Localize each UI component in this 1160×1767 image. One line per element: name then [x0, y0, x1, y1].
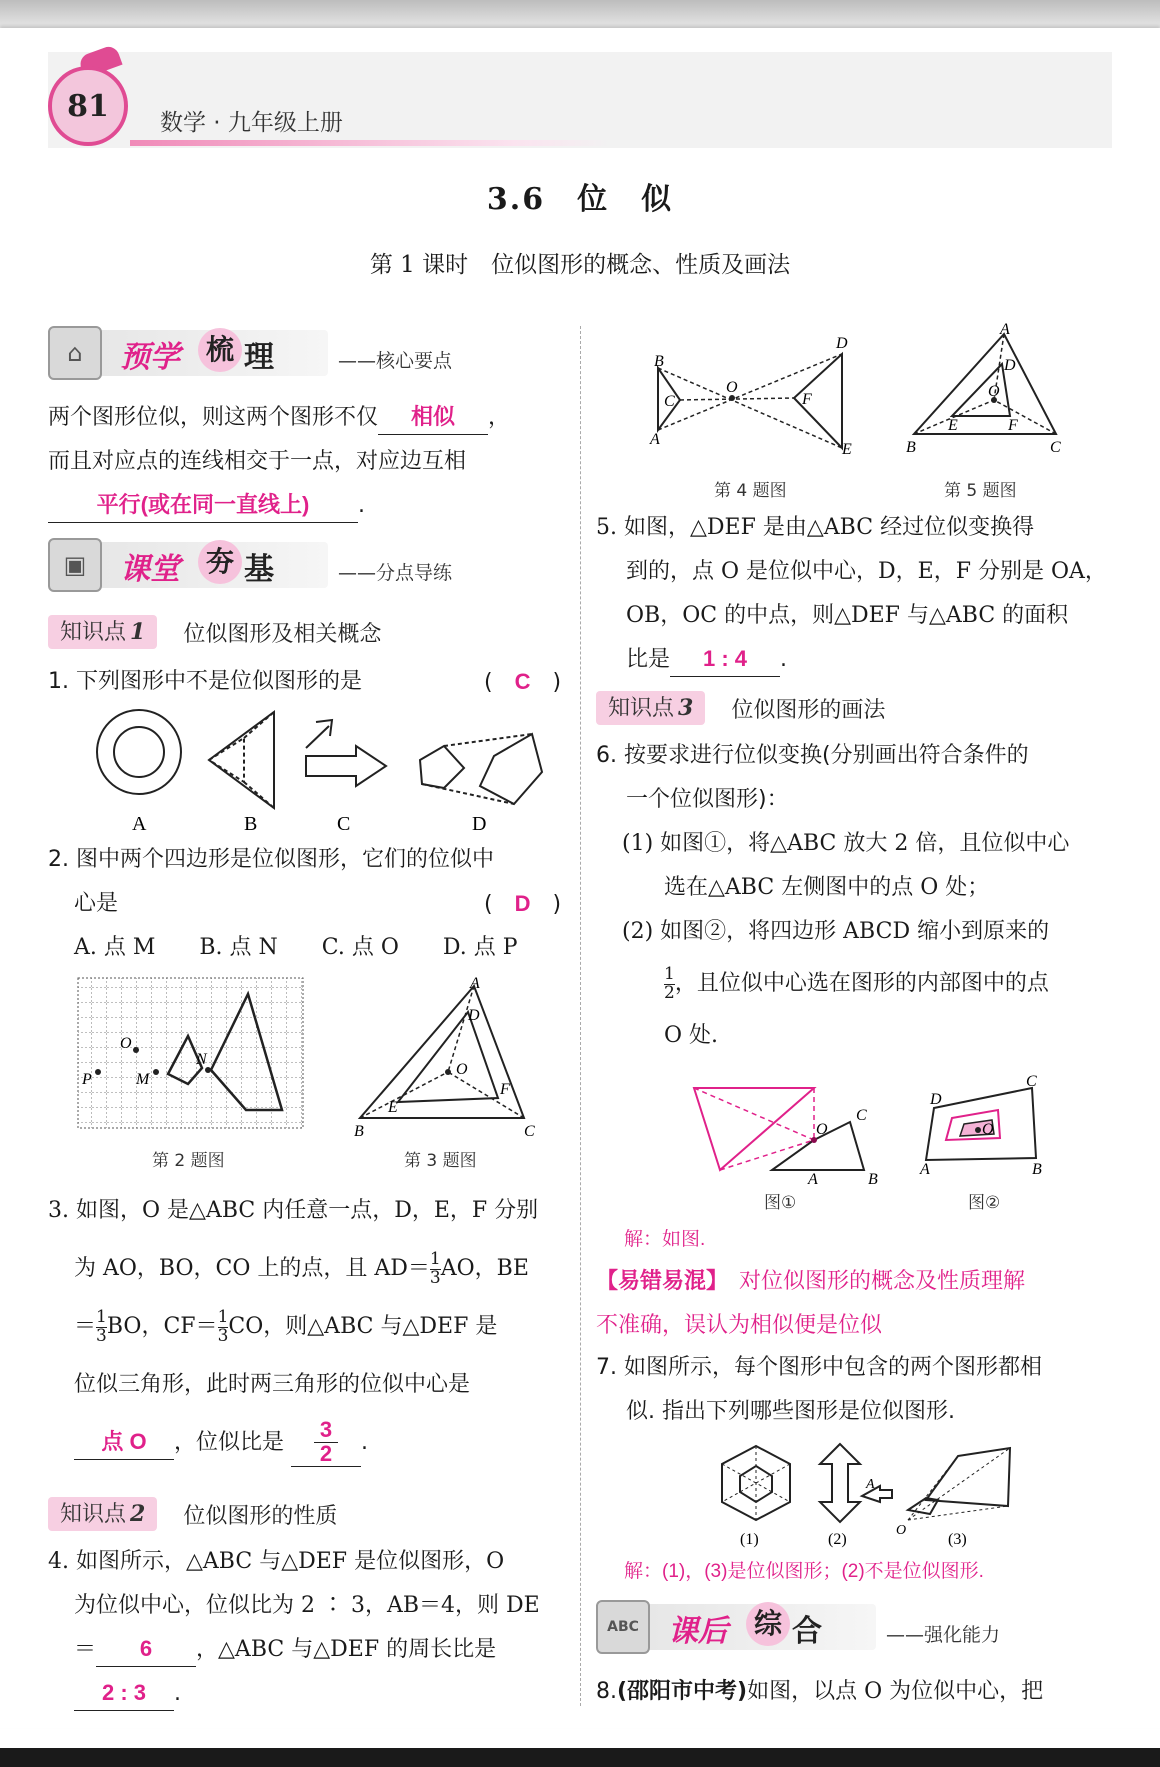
figure-3-quadrilaterals: [908, 1448, 1010, 1520]
label-a: A: [1000, 321, 1010, 338]
svg-text:A: A: [470, 975, 480, 992]
part-1-line-1: (1) 如图①，将△ABC 放大 2 倍，且位似中心: [622, 831, 1070, 856]
banner-char: 基: [244, 552, 274, 587]
header-underline: [130, 140, 610, 146]
figure-d-pentagons: [420, 734, 542, 804]
caption-fig1: 图①: [764, 1193, 797, 1213]
answer-ratio: [291, 1419, 361, 1467]
question-text: 5. 如图，△DEF 是由△ABC 经过位似变换得: [596, 515, 1035, 540]
numerator: 1: [429, 1248, 441, 1269]
label-f: F: [802, 391, 812, 408]
numerator: 3: [319, 1417, 333, 1442]
caption-2: (2): [828, 1531, 847, 1548]
answer-area-ratio: 1 : 4: [670, 642, 780, 677]
label-n: N: [196, 1051, 207, 1068]
banner-circle-char: 梳: [198, 328, 242, 372]
question-text: 2. 图中两个四边形是位似图形，它们的位似中: [48, 847, 494, 872]
banner-subtitle: ——分点导练: [338, 562, 453, 584]
text: .: [174, 1681, 181, 1706]
text: .: [361, 1430, 369, 1455]
preview-text: [48, 396, 568, 528]
text: 为 AO，BO，CO 上的点，且 AD＝: [74, 1256, 430, 1281]
question-5: [596, 506, 1116, 682]
text: ＝: [74, 1637, 97, 1662]
question-text: 如图，以点 O 为位似中心，把: [747, 1679, 1044, 1704]
kp-label: 知识点: [60, 1502, 127, 1527]
banner-char: 合: [792, 1614, 822, 1649]
label-m: M: [136, 1071, 150, 1088]
answer-center: 点 O: [74, 1425, 174, 1460]
text: ，△ABC 与△DEF 的周长比是: [196, 1637, 497, 1662]
caption-q2: 第 2 题图: [152, 1151, 225, 1171]
label-e: E: [842, 441, 852, 458]
question-text-3: [48, 1628, 568, 1672]
lesson-title: 第 1 课时 位似图形的概念、性质及画法: [369, 252, 791, 278]
label-o: O: [120, 1035, 132, 1052]
answer: D: [514, 891, 531, 916]
banner-circle-char: 夯: [198, 540, 242, 584]
book-icon: ABC: [596, 1600, 650, 1654]
question-text: 1. 下列图形中不是位似图形的是: [48, 669, 362, 694]
question-text: 7. 如图所示，每个图形中包含的两个图形都相: [596, 1355, 1042, 1380]
fraction-one-half: [664, 963, 675, 1003]
numerator: 1: [664, 963, 675, 984]
text: ，且位似中心选在图形的内部图中的点: [674, 971, 1049, 996]
banner-word: 预学: [120, 340, 180, 375]
question-text-2: 一个位似图形)：: [626, 787, 789, 812]
denominator: 2: [664, 982, 675, 1003]
svg-text:B: B: [354, 1123, 364, 1140]
kp-label: 知识点: [608, 696, 675, 721]
label-b: B: [906, 439, 916, 456]
school-icon: ⌂: [48, 326, 102, 380]
backpack-icon: ▣: [48, 538, 102, 592]
question-text: 4. 如图所示，△ABC 与△DEF 是位似图形，O: [48, 1549, 505, 1574]
knowledge-point-3: [596, 690, 885, 726]
label-c: C: [1050, 439, 1061, 456]
mistake-line-2: 不准确，误认为相似便是位似: [596, 1313, 883, 1338]
fraction-one-third: [429, 1248, 441, 1288]
banner-word: 课堂: [120, 552, 180, 587]
figure-c-arrows: [306, 720, 386, 786]
text: AO，BE: [440, 1256, 529, 1281]
kp-number: 3: [678, 695, 694, 721]
q1-figures: [84, 708, 544, 836]
question-number: 8.: [596, 1679, 617, 1704]
text: ，位似比是: [174, 1430, 285, 1455]
section-title: 3.6 位 似: [486, 182, 674, 217]
label-d: D: [836, 335, 848, 352]
label-a: A: [866, 1477, 875, 1492]
q6-figure-1: [690, 1078, 880, 1188]
text: .: [358, 493, 365, 518]
figure-a-rings: [97, 710, 181, 794]
svg-text:C: C: [524, 1123, 535, 1140]
denominator: 3: [217, 1325, 229, 1346]
kp-name: 位似图形及相关概念: [183, 621, 382, 647]
preview-line-2: 而且对应点的连线相交于一点，对应边互相: [48, 449, 467, 474]
q2-grid-figure: [76, 972, 306, 1136]
question-3: [48, 1182, 568, 1472]
preview-banner: [48, 326, 453, 380]
svg-text:F: F: [500, 1081, 510, 1098]
question-text-2: [48, 882, 568, 926]
after-class-banner: [596, 1600, 1001, 1654]
option-c-label: C: [337, 813, 351, 835]
preview-line-3: [48, 484, 568, 528]
text: 心是: [74, 891, 119, 916]
text: 对位似图形的概念及性质理解: [739, 1269, 1026, 1294]
banner-circle-char: 综: [746, 1602, 790, 1646]
label-o: O: [816, 1121, 828, 1138]
question-6: [596, 734, 1116, 1058]
caption-q3: 第 3 题图: [404, 1151, 477, 1171]
kp-tag: [48, 1497, 157, 1531]
text: .: [780, 647, 788, 672]
label-b: B: [654, 353, 664, 370]
answer-blank: 相似: [378, 400, 488, 435]
label-d: D: [930, 1091, 942, 1108]
text: 比是: [626, 647, 671, 672]
label-o: O: [896, 1523, 907, 1538]
caption-1: (1): [740, 1531, 759, 1548]
label-a: A: [808, 1171, 818, 1188]
question-text-3: [48, 1298, 568, 1356]
question-text-2: 为位似中心，位似比为 2 ∶ 3，AB＝4，则 DE: [74, 1593, 540, 1618]
figure-1-hexagons: [722, 1446, 790, 1520]
text: ＝: [74, 1314, 97, 1339]
kp-number: 2: [130, 1501, 146, 1527]
banner-char: 理: [244, 340, 274, 375]
page-number-badge: [48, 66, 128, 146]
question-text-2: 到的，点 O 是位似中心，D，E，F 分别是 OA，: [626, 559, 1107, 584]
question-text: 6. 按要求进行位似变换(分别画出符合条件的: [596, 743, 1029, 768]
answer-bracket: ( C ): [484, 669, 562, 695]
denominator: 2: [314, 1442, 338, 1465]
option-b-label: B: [244, 813, 258, 835]
top-shadow: [0, 0, 1160, 30]
mistake-tag: 【易错易混】: [596, 1269, 718, 1294]
caption-q5: 第 5 题图: [944, 481, 1017, 501]
label-c: C: [1026, 1073, 1037, 1090]
banner-subtitle: ——强化能力: [886, 1624, 1001, 1646]
label-o: O: [726, 379, 738, 396]
caption-q4: 第 4 题图: [714, 481, 787, 501]
kp-name: 位似图形的画法: [731, 697, 886, 723]
label-d: D: [1004, 357, 1016, 374]
question-text-3: OB，OC 的中点，则△DEF 与△ABC 的面积: [626, 603, 1069, 628]
q5-figure: [900, 321, 1070, 458]
label-f: F: [1008, 417, 1018, 434]
text: ，: [488, 405, 511, 430]
kp-tag: [596, 691, 705, 725]
question-text-2: 似. 指出下列哪些图形是位似图形.: [626, 1399, 955, 1424]
label-p: P: [82, 1071, 92, 1088]
question-text-4: [48, 1672, 568, 1716]
part-2-line-2: [596, 954, 1116, 1014]
text: BO，CF＝: [106, 1314, 218, 1339]
column-divider: [580, 326, 581, 1706]
label-c: C: [856, 1107, 867, 1124]
answer-blank: 平行(或在同一直线上): [48, 488, 358, 523]
q6-figure-2: [916, 1073, 1048, 1178]
question-2: [48, 838, 568, 970]
label-c: C: [664, 393, 675, 410]
q7-solution: 解：(1)，(3)是位似图形；(2)不是位似图形.: [624, 1561, 984, 1582]
fraction-one-third: [217, 1306, 229, 1346]
kp-number: 1: [130, 619, 146, 645]
banner-word: 课后: [668, 1614, 728, 1649]
numerator: 1: [96, 1306, 107, 1327]
answer-de: 6: [96, 1632, 196, 1667]
bottom-edge: [0, 1748, 1160, 1767]
numerator: 1: [217, 1306, 229, 1327]
point-m: [153, 1069, 159, 1075]
q4-figure: [644, 330, 854, 458]
answer-bracket: ( D ): [484, 891, 562, 917]
banner-subtitle: ——核心要点: [338, 350, 453, 372]
question-7: [596, 1346, 1116, 1434]
mistake-note: [596, 1260, 1116, 1348]
part-2-line-3: O 处.: [664, 1023, 719, 1048]
q7-figures: [712, 1440, 1022, 1548]
part-1-line-2: 选在△ABC 左侧图中的点 O 处；: [664, 875, 990, 900]
question-answers: [48, 1414, 568, 1472]
label-e: E: [948, 417, 958, 434]
label-b: B: [1032, 1161, 1042, 1178]
q3-figure: [348, 975, 538, 1140]
svg-text:E: E: [388, 1099, 398, 1116]
label-b: B: [868, 1171, 878, 1188]
label-o: O: [988, 383, 1000, 400]
svg-text:O: O: [456, 1061, 468, 1078]
question-4: [48, 1540, 568, 1716]
figure-2-arrows: [820, 1444, 892, 1522]
label-a: A: [650, 431, 660, 448]
kp-label: 知识点: [60, 620, 127, 645]
question-text-2: [48, 1240, 568, 1298]
text: CO，则△ABC 与△DEF 是: [228, 1314, 498, 1339]
label-a: A: [920, 1161, 930, 1178]
question-8: [596, 1670, 1116, 1714]
mistake-line-1: [596, 1260, 1116, 1304]
point-o: [133, 1047, 139, 1053]
q6-solution: 解：如图.: [624, 1229, 706, 1250]
text: 两个图形位似，则这两个图形不仅: [48, 405, 379, 430]
question-text-4: [596, 638, 1116, 682]
knowledge-point-1: [48, 614, 381, 650]
caption-fig2: 图②: [968, 1193, 1001, 1213]
question-1: [48, 660, 568, 704]
svg-text:D: D: [468, 1007, 480, 1024]
caption-3: (3): [948, 1531, 967, 1548]
denominator: 3: [429, 1267, 441, 1288]
classroom-banner: [48, 538, 453, 592]
label-o: O: [982, 1121, 994, 1138]
preview-line-1: [48, 396, 568, 440]
part-2-line-1: (2) 如图②，将四边形 ABCD 缩小到原来的: [622, 919, 1050, 944]
option-d-label: D: [472, 813, 487, 835]
figure-b-triangles: [209, 712, 274, 808]
answer-perimeter-ratio: 2 : 3: [74, 1676, 174, 1711]
grid: [78, 978, 303, 1128]
kp-tag: [48, 615, 157, 649]
question-text: 3. 如图，O 是△ABC 内任意一点，D，E，F 分别: [48, 1198, 539, 1223]
point-p: [95, 1069, 101, 1075]
page-number: 81: [67, 88, 109, 124]
fraction-one-third: [96, 1306, 107, 1346]
question-source: (邵阳市中考): [617, 1679, 748, 1704]
knowledge-point-2: [48, 1496, 337, 1532]
option-a-label: A: [132, 813, 147, 835]
denominator: 3: [96, 1325, 107, 1346]
answer: C: [514, 669, 531, 694]
question-text-4: 位似三角形，此时两三角形的位似中心是: [74, 1372, 471, 1397]
choices: A. 点 M B. 点 N C. 点 O D. 点 P: [74, 935, 518, 960]
book-title: 数学 · 九年级上册: [160, 110, 343, 136]
kp-name: 位似图形的性质: [183, 1503, 338, 1529]
